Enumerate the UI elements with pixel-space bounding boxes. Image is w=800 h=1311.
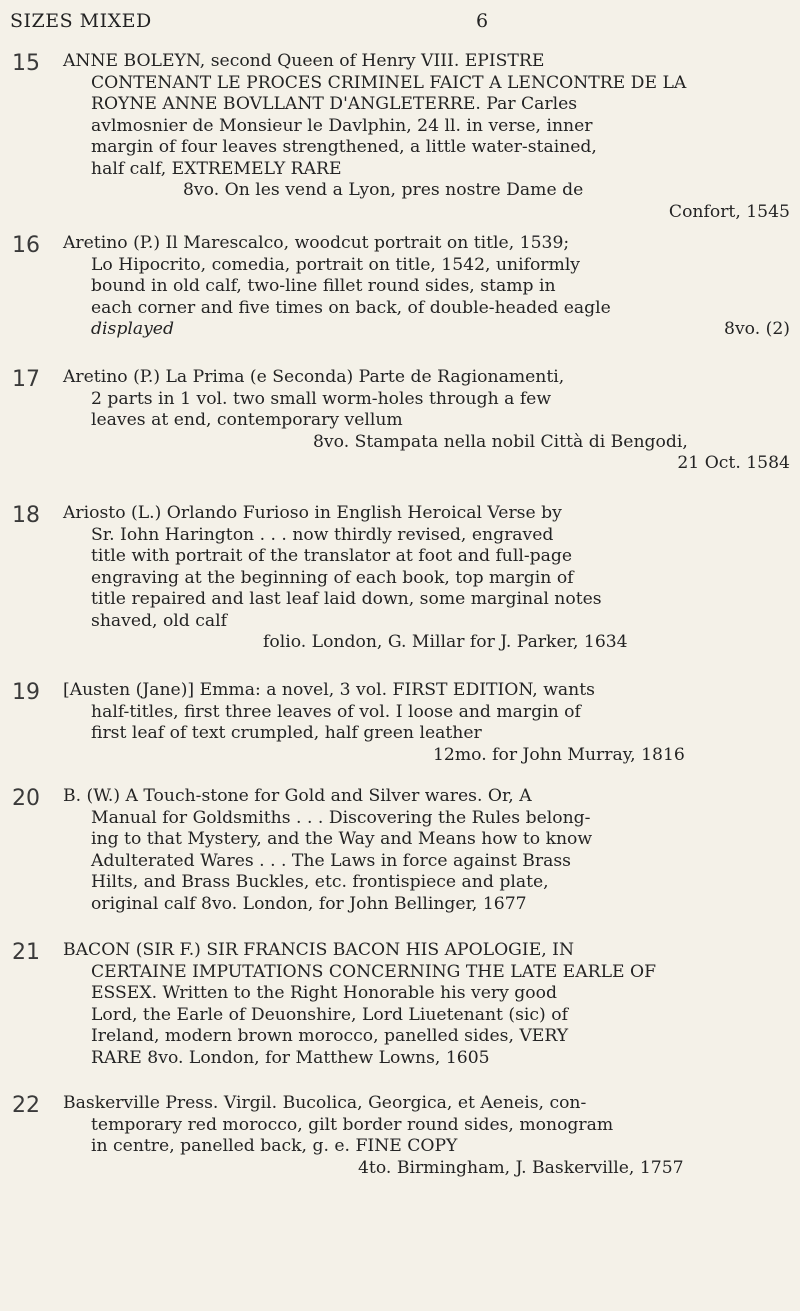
- entry-line: leaves at end, contemporary vellum: [91, 410, 403, 430]
- lot-number: 17: [12, 367, 40, 392]
- entry-line: [63, 319, 790, 341]
- entry-line: 2 parts in 1 vol. two small worm-holes through a few: [91, 388, 552, 409]
- entry-line: temporary red morocco, gilt border round sides, monogram: [91, 1114, 614, 1135]
- entry-text: [63, 940, 790, 1069]
- lot-number: 18: [12, 503, 40, 528]
- entry-line: CERTAINE IMPUTATIONS CONCERNING THE LATE EARLE OF: [91, 961, 657, 982]
- entry-text: [63, 233, 790, 341]
- entry-line: Adulterated Wares . . . The Laws in force against Brass: [91, 850, 571, 871]
- lot-number: 16: [12, 233, 40, 258]
- entry-line: B. (W.) A Touch-stone for Gold and Silver wares. Or, A: [63, 786, 532, 806]
- entry-line: shaved, old calf: [91, 610, 227, 631]
- entry-line: half-titles, first three leaves of vol. I loose and margin of: [91, 701, 581, 722]
- lot-number: 21: [12, 940, 40, 965]
- entry-line: avlmosnier de Monsieur le Davlphin, 24 ll. in verse, inner: [91, 115, 593, 136]
- lot-number: 15: [12, 51, 40, 76]
- entry-line: Lord, the Earle of Deuonshire, Lord Liuetenant (sic) of: [91, 1004, 568, 1025]
- entry-line: 8vo. Stampata nella nobil Città di Bengodi,: [313, 431, 688, 452]
- entry-line: Manual for Goldsmiths . . . Discovering the Rules belong-: [91, 807, 591, 828]
- entry-line: title repaired and last leaf laid down, some marginal notes: [91, 589, 602, 609]
- page-number: 6: [476, 10, 489, 32]
- entry-line: ROYNE ANNE BOVLLANT D'ANGLETERRE. Par Carles: [91, 94, 578, 114]
- entry-line: Lo Hipocrito, comedia, portrait on title, 1542, uniformly: [91, 254, 581, 275]
- entry-line: CONTENANT LE PROCES CRIMINEL FAICT A LENCONTRE DE LA: [91, 72, 687, 93]
- entry-line: ANNE BOLEYN, second Queen of Henry VIII. EPISTRE: [63, 51, 545, 71]
- entry-line: Ireland, modern brown morocco, panelled sides, VERY: [91, 1026, 569, 1046]
- entry-text: [63, 786, 790, 915]
- entry-text: [63, 367, 790, 475]
- entry-line: margin of four leaves strengthened, a little water-stained,: [91, 137, 597, 157]
- entry-line: 8vo. On les vend a Lyon, pres nostre Dame de: [183, 180, 584, 200]
- entry-line: RARE 8vo. London, for Matthew Lowns, 1605: [91, 1047, 490, 1068]
- entry-line: [Austen (Jane)] Emma: a novel, 3 vol. FIRST EDITION, wants: [63, 680, 595, 700]
- entry-text: [63, 680, 790, 766]
- entry-line: first leaf of text crumpled, half green leather: [91, 723, 482, 743]
- entry-line: half calf, EXTREMELY RARE: [91, 158, 342, 179]
- entry-line: Ariosto (L.) Orlando Furioso in English Heroical Verse by: [63, 503, 562, 523]
- section-title: SIZES MIXED: [10, 10, 152, 32]
- entry-text: [63, 503, 790, 654]
- lot-number: 19: [12, 680, 40, 705]
- entry-imprint: 21 Oct. 1584: [677, 453, 790, 473]
- entry-line: ing to that Mystery, and the Way and Means how to know: [91, 829, 593, 849]
- entry-line: engraving at the beginning of each book, top margin of: [91, 567, 574, 588]
- entry-line: Sr. Iohn Harington . . . now thirdly revised, engraved: [91, 524, 554, 545]
- entry-line: Baskerville Press. Virgil. Bucolica, Georgica, et Aeneis, con-: [63, 1093, 587, 1113]
- entry-line: 4to. Birmingham, J. Baskerville, 1757: [358, 1157, 684, 1178]
- entry-line: in centre, panelled back, g. e. FINE COPY: [91, 1136, 458, 1156]
- entry-line: bound in old calf, two-line fillet round sides, stamp in: [91, 276, 556, 296]
- entry-line: 12mo. for John Murray, 1816: [433, 744, 685, 765]
- entry-line: Aretino (P.) La Prima (e Seconda) Parte de Ragionamenti,: [63, 367, 565, 387]
- entry-format: 8vo. (2): [724, 319, 790, 339]
- entry-line: each corner and five times on back, of double-headed eagle: [91, 297, 611, 318]
- entry-imprint: Confort, 1545: [668, 201, 790, 222]
- entry-line: ESSEX. Written to the Right Honorable his very good: [91, 983, 558, 1003]
- entry-line: BACON (SIR F.) SIR FRANCIS BACON HIS APOLOGIE, IN: [63, 940, 574, 960]
- entry-line: title with portrait of the translator at foot and full-page: [91, 546, 573, 566]
- entry-line: folio. London, G. Millar for J. Parker, 1634: [263, 632, 628, 652]
- entry-line: Aretino (P.) Il Marescalco, woodcut portrait on title, 1539;: [63, 233, 570, 253]
- lot-number: 22: [12, 1093, 40, 1118]
- lot-number: 20: [12, 786, 40, 811]
- entry-text: [63, 1093, 790, 1179]
- entry-line-text: displayed: [91, 319, 174, 339]
- entry-line: original calf 8vo. London, for John Bellinger, 1677: [91, 893, 527, 914]
- entry-line: Hilts, and Brass Buckles, etc. frontispiece and plate,: [91, 872, 549, 892]
- entry-text: [63, 51, 790, 223]
